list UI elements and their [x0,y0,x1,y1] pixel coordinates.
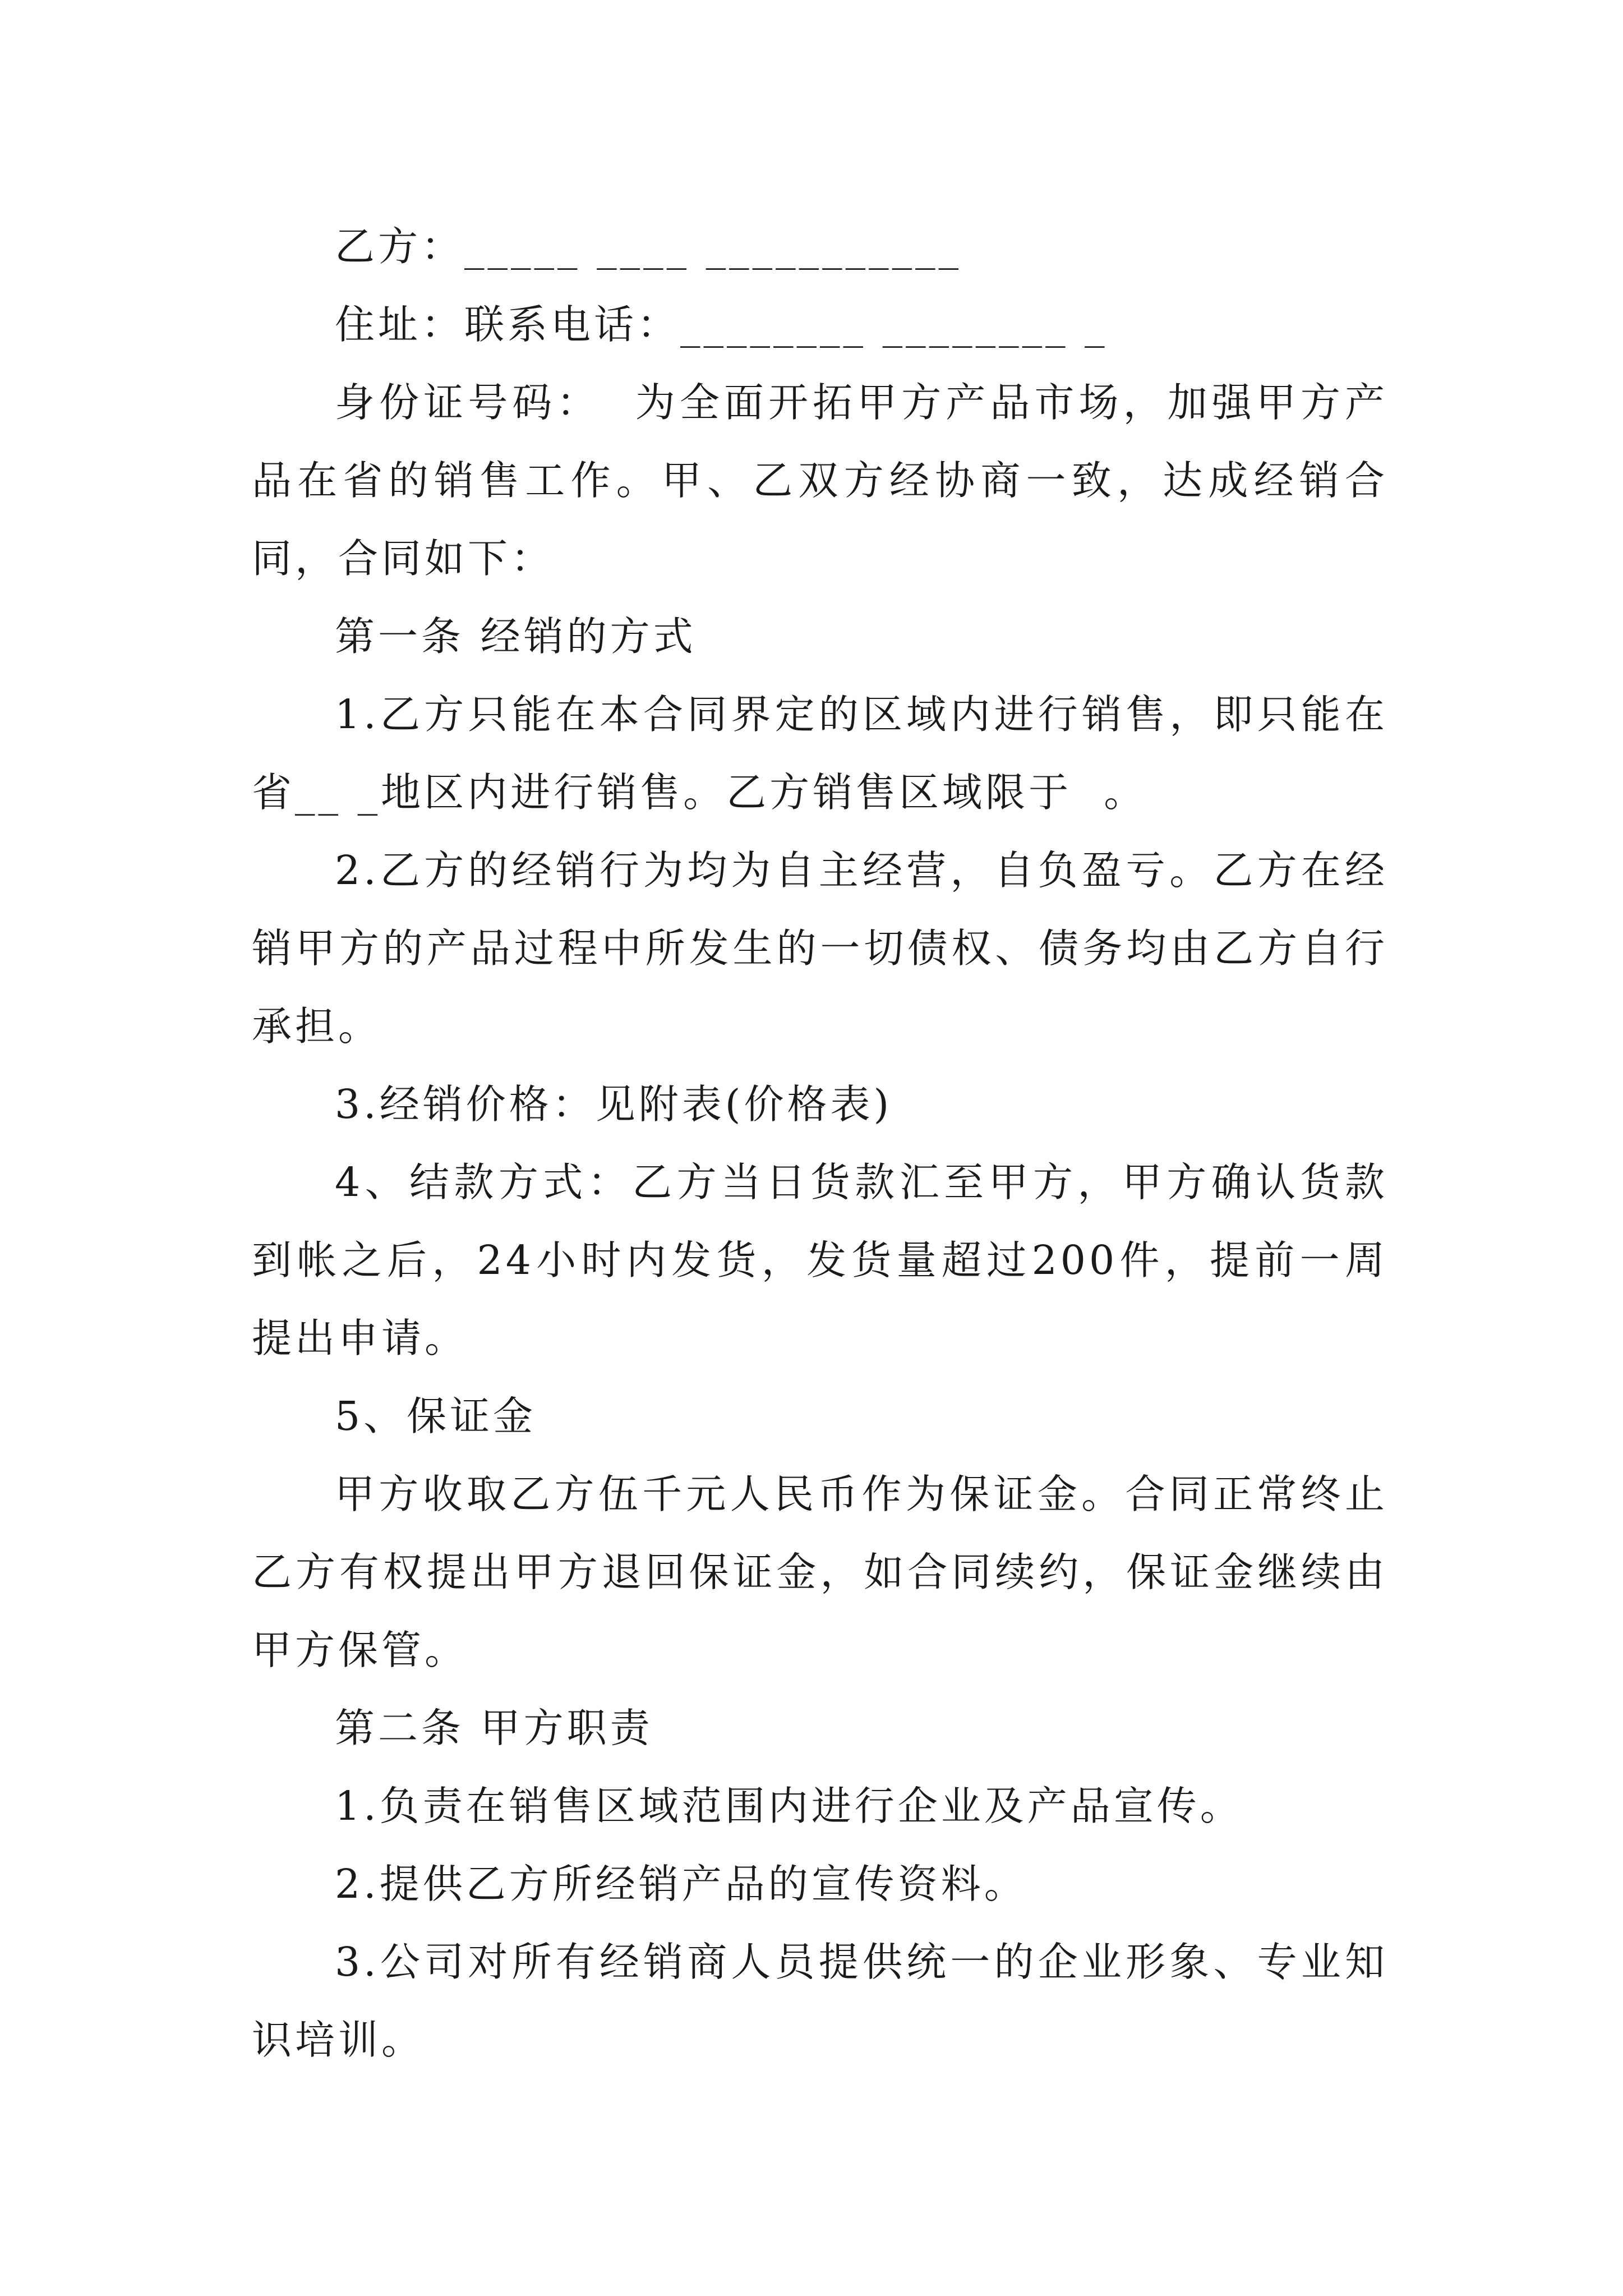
article-1-heading: 第一条 经销的方式 [335,613,697,660]
article-1-clause-2: 2.乙方的经销行为均为自主经营，自负盈亏。乙方在经销甲方的产品过程中所发生的一切债权、债务均由乙方自行承担。 [252,847,1388,1050]
article-1-clause-5-heading: 5、保证金 [335,1393,537,1439]
document-body [252,208,1388,2079]
article-1-clause-1: 1.乙方只能在本合同界定的区域内进行销售，即只能在省__ _地区内进行销售。乙方销售区域限于 。 [252,691,1388,816]
party-b-line: 乙方：_____ ____ ___________ [335,223,962,270]
address-phone-line: 住址：联系电话：________ ________ _ [335,301,1108,348]
article-2-heading: 第二条 甲方职责 [335,1705,653,1751]
article-2-clause-2: 2.提供乙方所经销产品的宣传资料。 [335,1861,1027,1907]
deposit-paragraph: 甲方收取乙方伍千元人民币作为保证金。合同正常终止乙方有权提出甲方退回保证金，如合同续约，保证金继续由甲方保管。 [252,1471,1388,1673]
article-2-clause-3: 3.公司对所有经销商人员提供统一的企业形象、专业知识培训。 [252,1939,1388,2063]
article-1-clause-3: 3.经销价格：见附表(价格表) [335,1081,893,1128]
article-1-clause-4: 4、结款方式：乙方当日货款汇至甲方，甲方确认货款到帐之后，24小时内发货，发货量超过200件，提前一周提出申请。 [252,1159,1388,1361]
article-2-clause-1: 1.负责在销售区域范围内进行企业及产品宣传。 [335,1783,1243,1829]
intro-paragraph: 身份证号码： 为全面开拓甲方产品市场，加强甲方产品在省的销售工作。甲、乙双方经协商一致，达成经销合同，合同如下： [252,379,1388,582]
